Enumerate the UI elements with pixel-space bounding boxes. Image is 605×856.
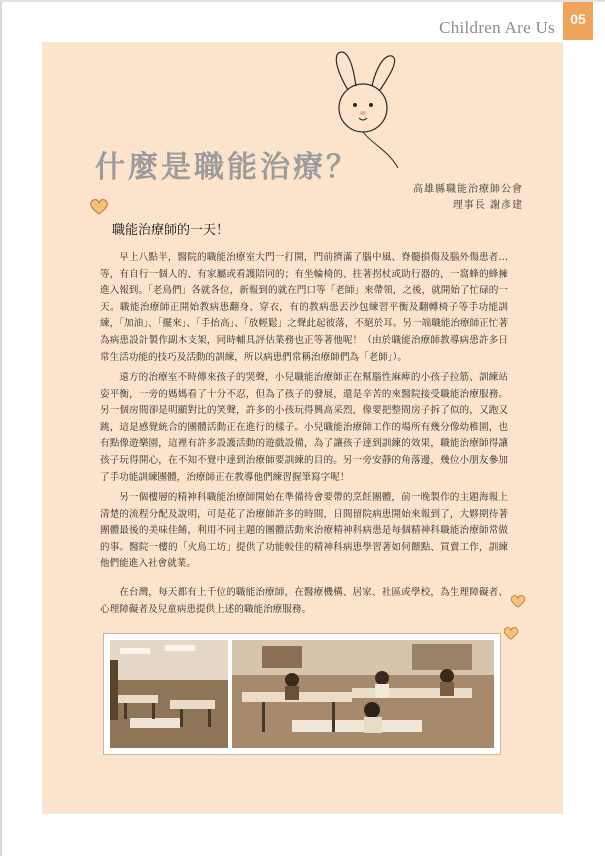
body-paragraph: 在台灣，每天都有上千位的職能治療師，在醫療機構、居家、社區或學校，為生理障礙者、心理障礙者及兒童病患提供上述的職能治療服務。 bbox=[100, 587, 508, 615]
therapy-session-photo bbox=[232, 640, 494, 748]
body-paragraph: 另一個樓層的精神科職能治療師開始在準備待會要帶的烹飪團體，前一晚製作的主題海報上清楚的流程分配及說明，可是花了治療師許多的時間，日間留院病患開始來報到了，大夥期待著團體最後的美味佳餚，利用不同主題的團體活動來治療精神科病患是每個精神科職能治療師常做的事。醫院一樓的「火鳥工坊」提供了功能較佳的精神科病患學習著如何餵點、買賣工作，訓練他們能進入社會就業。 bbox=[100, 492, 508, 570]
therapy-room-photo bbox=[110, 640, 228, 748]
page-edge-rule bbox=[0, 0, 2, 856]
photo-strip bbox=[104, 634, 500, 754]
body-paragraph: 早上八點半，醫院的職能治療室大門一打開，門前擠滿了腦中風、脊髓損傷及腦外傷患者…等，有自行一個人的、有家屬或看護陪同的；有坐輪椅的、拄著拐杖或助行器的，一窩蜂的蜂擁進入報到。「老鳥們」各就各位，新報到的就在門口等「老師」來帶領，之後，就開始了忙碌的一天。職能治療師正開始教病患翻身、穿衣，有的教病患丟沙包練習平衡及翻轉椅子等手功能訓練，「加油」、「擺來」、「手抬高」、「放輕鬆」之聲此起彼落，不絕於耳。另一端職能治療師正忙著為病患設計製作副木支架，同時輔具評估業務也正等著他呢！（由於職能治療師教導病患許多日常生活功能的技巧及活動的訓練，所以病患們常稱治療師們為「老師」）。 bbox=[100, 252, 508, 363]
body-paragraph: 遠方的治療室不時傳來孩子的哭聲，小兒職能治療師正在幫腦性麻痺的小孩子拉筋、訓練站姿平衡，一旁的媽媽看了十分不忍，但為了孩子的發展，還是辛苦的來醫院接受職能治療服務。另一個房間卻是明顯對比的笑聲，許多的小孩玩得興高采烈，像要把整間房子拆了似的，又跑又跳，這是感覺統合的團體活動正在進行的樣子。小兒職能治療師工作的場所有幾分像幼稚園，也有點像遊樂園，這裡有許多設護活動的遊戲設備，為了讓孩子達到訓練的效果，職能治療師得讓孩子玩得開心，在不知不覺中達到治療師要訓練的目的。另一旁安靜的角落邊，幾位小朋友參加了手功能訓練團體，治療師正在教導他們練習握筆寫字呢！ bbox=[100, 372, 508, 483]
page-top-rule bbox=[0, 0, 605, 2]
heart-icon bbox=[502, 626, 520, 641]
heart-icon bbox=[88, 198, 110, 216]
section-heading: 職能治療師的一天！ bbox=[112, 223, 230, 238]
magazine-title: Children Are Us bbox=[439, 18, 555, 37]
author-name: 理事長 謝彥建 bbox=[452, 200, 523, 211]
author-organization: 高雄縣職能治療師公會 bbox=[413, 184, 523, 195]
article-title: 什麼是職能治療？ bbox=[95, 150, 359, 185]
heart-icon bbox=[509, 594, 527, 609]
page-number-badge: 05 bbox=[563, 2, 593, 40]
